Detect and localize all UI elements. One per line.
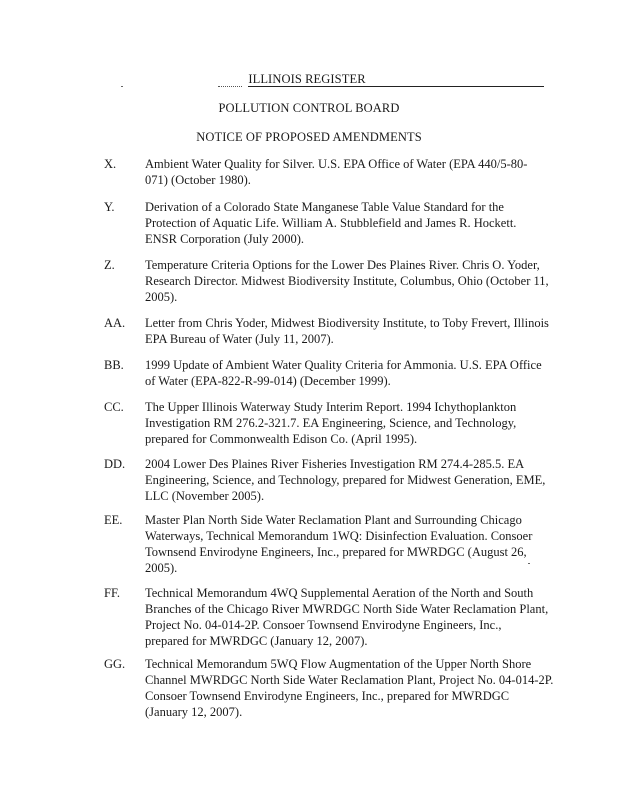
item-line: 1999 Update of Ambient Water Quality Criteria for Ammonia. U.S. EPA Office (145, 358, 542, 372)
register-title: ILLINOIS REGISTER (248, 72, 366, 86)
item-text (145, 585, 553, 649)
item-label: CC. (104, 400, 124, 414)
header-rule (248, 86, 544, 87)
item-line: 2005). (145, 290, 178, 304)
item-line: 071) (October 1980). (145, 173, 251, 187)
item-text (145, 399, 553, 447)
item-line: Technical Memorandum 5WQ Flow Augmentation of the Upper North Shore (145, 657, 532, 671)
item-line: Channel MWRDGC North Side Water Reclamation Plant, Project No. 04-014-2P. (145, 673, 554, 687)
item-line: prepared for MWRDGC (January 12, 2007). (145, 634, 368, 648)
item-line: of Water (EPA-822-R-99-014) (December 1999). (145, 374, 391, 388)
item-label: X. (104, 157, 117, 171)
item-label: Y. (104, 200, 115, 214)
item-label: BB. (104, 358, 124, 372)
item-line: Technical Memorandum 4WQ Supplemental Aeration of the North and South (145, 586, 534, 600)
item-label: AA. (104, 316, 126, 330)
item-line: The Upper Illinois Waterway Study Interim Report. 1994 Ichythoplankton (145, 400, 517, 414)
item-label: GG. (104, 657, 126, 671)
header-rule-dotted (218, 86, 242, 87)
item-label: EE. (104, 513, 123, 527)
item-line: Derivation of a Colorado State Manganese Table Value Standard for the (145, 200, 504, 214)
item-line: ENSR Corporation (July 2000). (145, 232, 305, 246)
item-line: 2004 Lower Des Plaines River Fisheries Investigation RM 274.4-285.5. EA (145, 457, 525, 471)
item-line: Temperature Criteria Options for the Lower Des Plaines River. Chris O. Yoder, (145, 258, 540, 272)
item-label: FF. (104, 586, 121, 600)
item-line: (January 12, 2007). (145, 705, 243, 719)
item-text (145, 199, 553, 247)
item-line: Townsend Envirodyne Engineers, Inc., prepared for MWRDGC (August 26, (145, 545, 527, 559)
item-label: Z. (104, 258, 115, 272)
item-text (145, 257, 553, 305)
item-line: Engineering, Science, and Technology, prepared for Midwest Generation, EME, (145, 473, 546, 487)
item-line: Letter from Chris Yoder, Midwest Biodiversity Institute, to Toby Frevert, Illinois (145, 316, 549, 330)
item-line: EPA Bureau of Water (July 11, 2007). (145, 332, 334, 346)
item-line: Branches of the Chicago River MWRDGC North Side Water Reclamation Plant, (145, 602, 549, 616)
item-label: DD. (104, 457, 126, 471)
item-line: Protection of Aquatic Life. William A. Stubblefield and James R. Hockett. (145, 216, 517, 230)
item-text (145, 315, 553, 347)
item-line: LLC (November 2005). (145, 489, 265, 503)
item-line: Investigation RM 276.2-321.7. EA Engineering, Science, and Technology, (145, 416, 517, 430)
item-line: Project No. 04-014-2P. Consoer Townsend Envirodyne Engineers, Inc., (145, 618, 502, 632)
item-line: 2005). (145, 561, 178, 575)
item-line: Research Director. Midwest Biodiversity Institute, Columbus, Ohio (October 11, (145, 274, 549, 288)
item-text (145, 357, 553, 389)
scan-speck (121, 86, 123, 87)
item-line: Ambient Water Quality for Silver. U.S. EPA Office of Water (EPA 440/5-80- (145, 157, 528, 171)
item-line: Waterways, Technical Memorandum 1WQ: Disinfection Evaluation. Consoer (145, 529, 533, 543)
item-line: Consoer Townsend Envirodyne Engineers, Inc., prepared for MWRDGC (145, 689, 510, 703)
item-text (145, 512, 553, 576)
item-text (145, 156, 553, 188)
item-line: prepared for Commonwealth Edison Co. (April 1995). (145, 432, 418, 446)
item-line: Master Plan North Side Water Reclamation Plant and Surrounding Chicago (145, 513, 522, 527)
board-title: POLLUTION CONTROL BOARD (218, 101, 400, 115)
item-text (145, 456, 553, 504)
notice-title: NOTICE OF PROPOSED AMENDMENTS (196, 130, 422, 144)
item-text (145, 656, 553, 720)
